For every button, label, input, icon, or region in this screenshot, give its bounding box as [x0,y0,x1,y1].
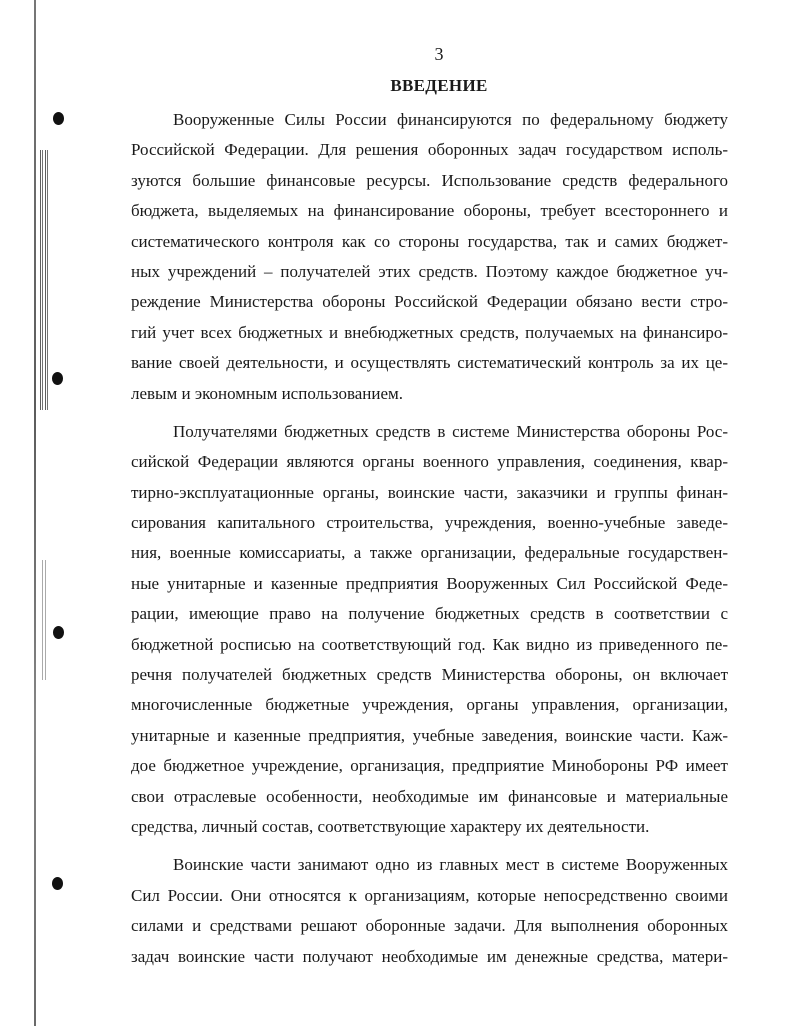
text-line: левым и экономным использованием. [131,383,404,403]
text-line: силами и средствами решают оборонные задачи. Для выполнения оборонных [131,916,728,936]
text-line: систематического контроля как со стороны государства, так и самих бюджет- [131,231,728,251]
text-line: ные унитарные и казенные предприятия Вооруженных Сил Российской Феде- [131,573,728,593]
punch-hole-icon [53,112,64,125]
text-line: гий учет всех бюджетных и внебюджетных средств, получаемых на финансиро- [131,322,728,342]
binding-strip [40,150,48,410]
text-line: зуются большие финансовые ресурсы. Использование средств федерального [131,170,728,190]
text-line: задач воинские части получают необходимые им денежные средства, матери- [131,946,728,966]
paragraph-2 [131,417,728,842]
binding-strip-lower [42,560,46,680]
text-line: Сил России. Они относятся к организациям, которые непосредственно своими [131,885,728,905]
text-line: ных учреждений – получателей этих средств. Поэтому каждое бюджетное уч- [131,261,728,281]
text-line: сийской Федерации являются органы военного управления, соединения, квар- [131,452,728,472]
page-number: 3 [434,44,444,64]
punch-hole-icon [53,626,64,639]
text-line: Получателями бюджетных средств в системе Министерства обороны Рос- [173,421,728,441]
text-line: речня получателей бюджетных средств Министерства обороны, он включает [131,665,728,685]
body-text [131,105,728,972]
text-line: дое бюджетное учреждение, организация, предприятие Минобороны РФ имеет [131,756,728,776]
text-line: бюджета, выделяемых на финансирование обороны, требует всестороннего и [131,201,728,221]
text-line: сирования капитального строительства, учреждения, военно-учебные заведе- [131,513,728,533]
text-line: ния, военные комиссариаты, а также организации, федеральные государствен- [131,543,728,563]
text-line: средства, личный состав, соответствующие характеру их деятельности. [131,816,650,836]
text-line: Воинские части занимают одно из главных мест в системе Вооруженных [173,855,728,875]
text-line: вание своей деятельности, и осуществлять систематический контроль за их це- [131,353,728,373]
text-line: Российской Федерации. Для решения оборонных задач государством исполь- [131,140,728,160]
text-line: свои отраслевые особенности, необходимые им финансовые и материальные [131,786,728,806]
text-line: рации, имеющие право на получение бюджетных средств в соответствии с [131,604,728,624]
text-line: унитарные и казенные предприятия, учебные заведения, воинские части. Каж- [131,725,728,745]
punch-hole-icon [52,877,63,890]
text-line: бюджетной росписью на соответствующий год. Как видно из приведенного пе- [131,634,728,654]
paragraph-3 [131,850,728,972]
section-heading: ВВЕДЕНИЕ [390,76,488,95]
text-line: Вооруженные Силы России финансируются по федеральному бюджету [173,110,728,129]
punch-hole-icon [52,372,63,385]
text-line: реждение Министерства обороны Российской Федерации обязано вести стро- [131,292,728,312]
paragraph-1 [131,105,728,409]
text-line: многочисленные бюджетные учреждения, органы управления, организации, [131,695,728,715]
text-line: тирно-эксплуатационные органы, воинские части, заказчики и группы финан- [131,482,728,502]
scan-edge-line [34,0,36,1026]
